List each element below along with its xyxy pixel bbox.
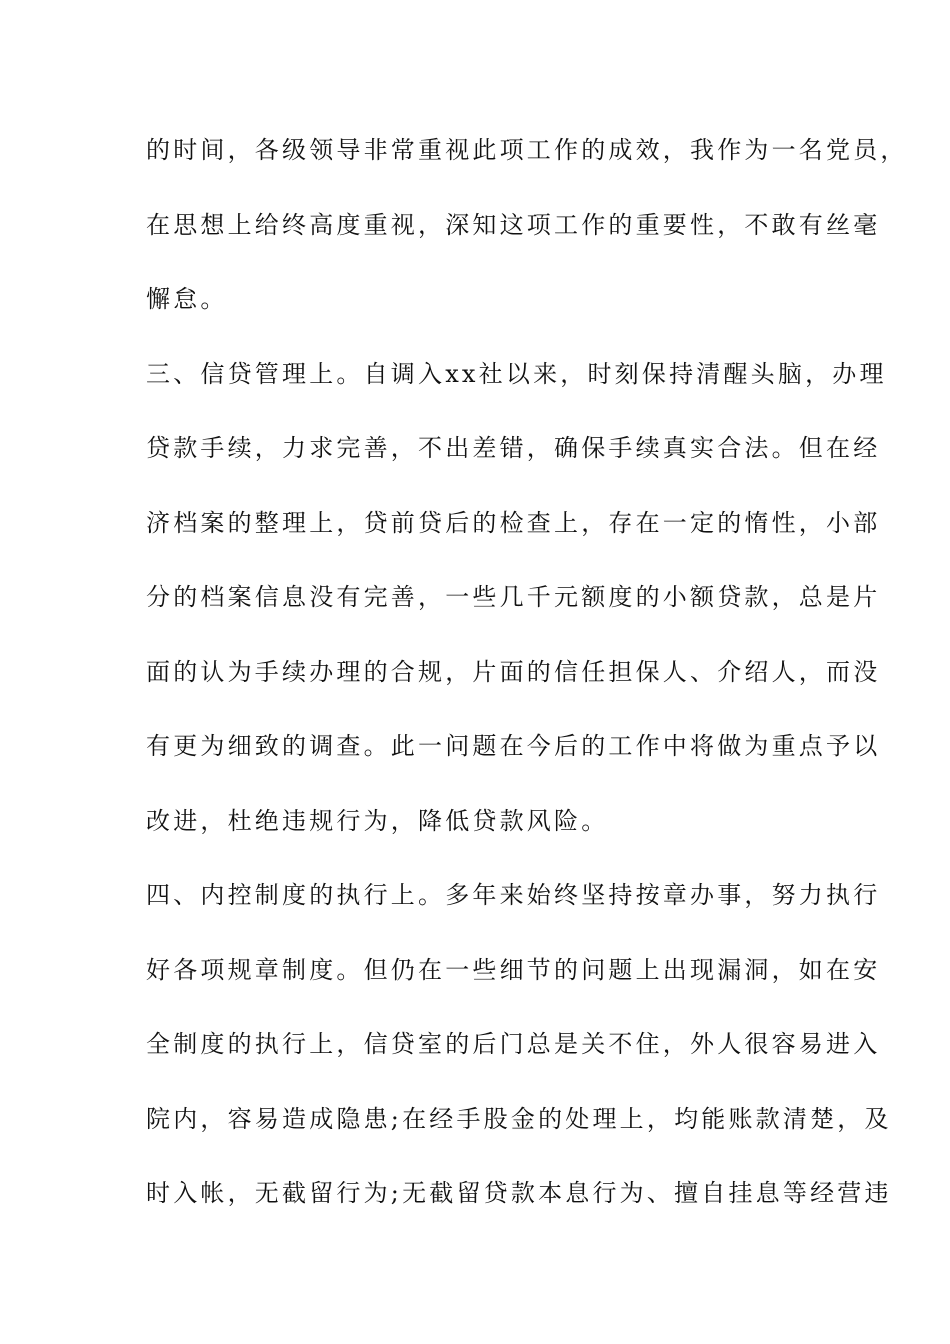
text-line: 好各项规章制度。但仍在一些细节的问题上出现漏洞，如在安 (146, 955, 881, 984)
text-line: 贷款手续，力求完善，不出差错，确保手续真实合法。但在经 (146, 434, 881, 462)
text-line: 改进，杜绝违规行为，降低贷款风险。 (146, 806, 609, 835)
text-line: 四、内控制度的执行上。多年来始终坚持按章办事，努力执行 (146, 881, 881, 909)
text-line: 三、信贷管理上。自调入xx社以来，时刻保持清醒头脑，办理 (146, 359, 887, 388)
text-line: 的时间，各级领导非常重视此项工作的成效，我作为一名党员， (146, 136, 908, 164)
text-line: 全制度的执行上，信贷室的后门总是关不住，外人很容易进入 (146, 1030, 881, 1058)
text-line: 院内，容易造成隐患;在经手股金的处理上，均能账款清楚，及 (146, 1104, 892, 1133)
text-line: 懈怠。 (146, 285, 228, 313)
body-text (146, 128, 908, 1246)
text-line: 分的档案信息没有完善，一些几千元额度的小额贷款，总是片 (146, 583, 881, 611)
text-line: 面的认为手续办理的合规，片面的信任担保人、介绍人，而没 (146, 657, 881, 686)
text-line: 有更为细致的调查。此一问题在今后的工作中将做为重点予以 (146, 732, 881, 760)
text-line: 济档案的整理上，贷前贷后的检查上，存在一定的惰性，小部 (146, 508, 881, 537)
text-line: 在思想上给终高度重视，深知这项工作的重要性，不敢有丝毫 (146, 210, 881, 239)
text-line: 时入帐，无截留行为;无截留贷款本息行为、擅自挂息等经营违 (146, 1179, 892, 1207)
